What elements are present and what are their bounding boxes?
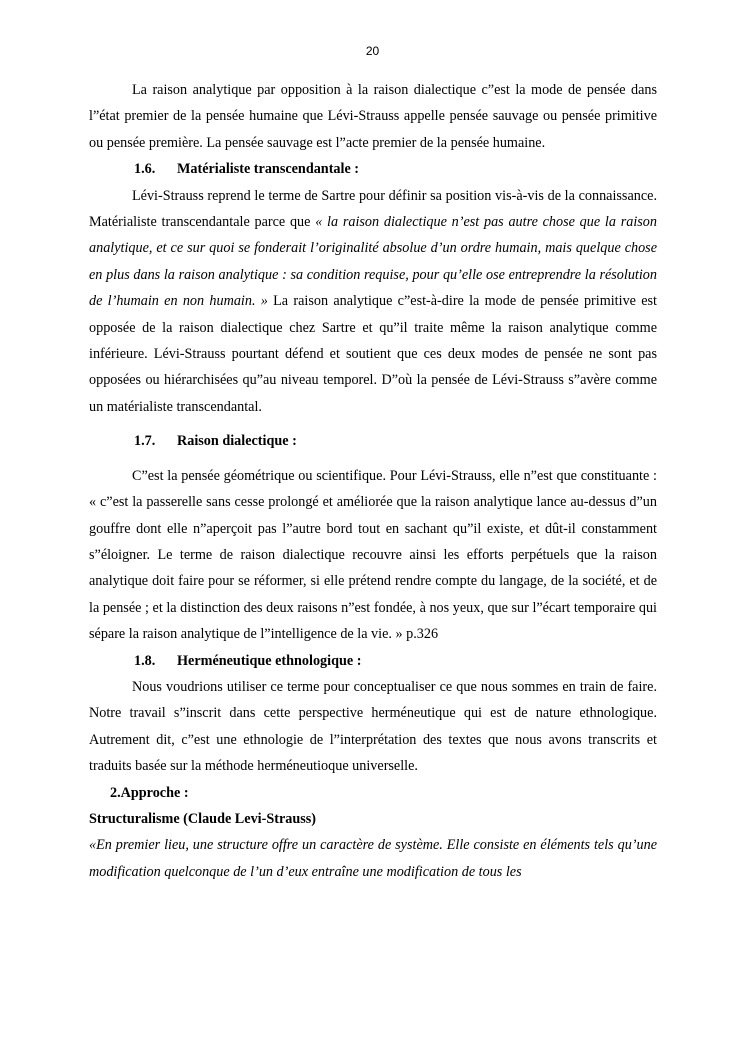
section-number: 1.7. [134, 433, 156, 450]
structuralism-heading: Structuralisme (Claude Levi-Strauss) [89, 810, 316, 827]
page-number: 20 [365, 44, 380, 58]
paragraph-structure-quote [89, 832, 657, 885]
quote-italic: « la raison dialectique n’est pas autre chose que la raison analytique, et ce sur quoi se fonderait l’originalité absolue d’un ordre humain, mais quelque chose en plus dans la raison analytique : sa condition requise, pour qu’elle ose entreprendre la résolution de l’humain en non humain. » [89, 214, 657, 310]
section-heading-1-7 [134, 428, 657, 454]
text-run: La raison analytique c”est-à-dire la mode de pensée primitive est opposée de la raison dialectique chez Sartre et qu”il traite même la raison analytique comme inférieure. Lévi-Strauss pourtant défend et soutient que ces deux modes de pensée ne sont pas opposées ou hiérarchisées qu”au niveau temporel. D”où la pensée de Lévi-Strauss s”avère comme un matérialiste transcendantal. [89, 293, 657, 415]
text-run: Lévi-Strauss reprend le terme de Sartre pour définir sa position vis-à-vis de la connaissance. Matérialiste transcendantale parce que [89, 187, 657, 231]
paragraph-analytic-reason: La raison analytique par opposition à la raison dialectique c”est la mode de pensée dans l”état premier de la pensée humaine que Lévi-Strauss appelle pensée sauvage ou pensée primitive ou pensée première. La pensée sauvage est l”acte premier de la pensée humaine. [89, 82, 657, 151]
quote-italic: «En premier lieu, une structure offre un caractère de système. Elle consiste en éléments tels qu’une modification quelconque de l’un d’eux entraîne une modification de tous les [89, 837, 657, 880]
paragraph-hermeneutics: Nous voudrions utiliser ce terme pour conceptualiser ce que nous sommes en train de faire. Notre travail s”inscrit dans cette perspective herméneutique qui est de nature ethnologique. Autrement dit, c”est une ethnologie de l”interprétation des textes que nous avons transcrits et traduits basée sur la méthode herméneutioque universelle. [89, 678, 657, 775]
section-number: 1.6. [134, 161, 156, 178]
section-title: Herméneutique ethnologique : [177, 652, 362, 669]
section-title: Raison dialectique : [177, 433, 297, 450]
section-title: Matérialiste transcendantale : [177, 161, 360, 178]
paragraph-dialectic-reason: C”est la pensée géométrique ou scientifique. Pour Lévi-Strauss, elle n”est que constituante : « c”est la passerelle sans cesse prolongé et améliorée que la raison analytique lance au-dessus d”un gouffre dont elle n”aperçoit pas l”autre bord tout en sachant qu”il existe, et dût-il constamment s”éloigner. Le terme de raison dialectique recouvre ainsi les efforts perpétuels que la raison analytique doit faire pour se réformer, si elle prétend rendre compte du langage, de la société, et de la pensée ; et la distinction des deux raisons n”est fondée, à nos yeux, que sur l”écart temporaire qui sépare la raison analytique de l”intelligence de la vie. » p.326 [89, 467, 657, 643]
paragraph-transcendental-materialist [89, 183, 657, 421]
page-body [89, 77, 657, 885]
section-heading-1-8 [134, 648, 657, 674]
section-heading-1-6 [134, 156, 657, 182]
approach-heading: 2.Approche : [110, 784, 189, 801]
section-number: 1.8. [134, 652, 156, 669]
